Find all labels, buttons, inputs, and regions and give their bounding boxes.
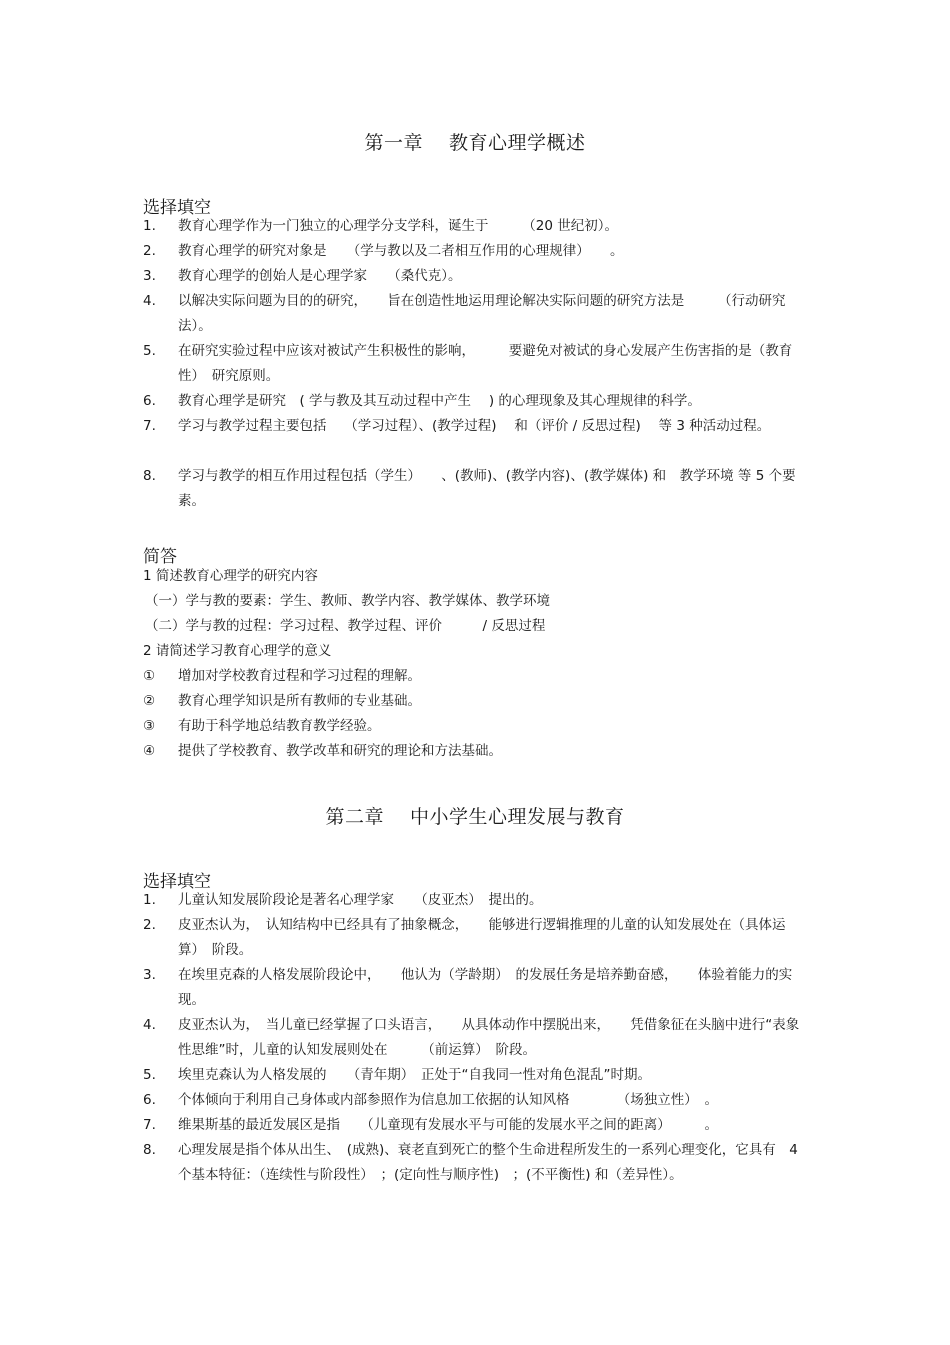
short-question-1: 1 简述教育心理学的研究内容 (143, 568, 318, 584)
item-number: 1. (143, 892, 156, 908)
short-question-2: 2 请简述学习教育心理学的意义 (143, 643, 332, 659)
chapter-1-short-heading: 简答 (143, 547, 177, 567)
short-answer-2-item-2 (143, 689, 803, 714)
item-text: 在研究实验过程中应该对被试产生积极性的影响， 要避免对被试的身心发展产生伤害指的是（教育性） 研究原则。 (178, 343, 793, 384)
item-number: 5. (143, 1067, 156, 1083)
ch1-fill-item-7 (143, 414, 803, 439)
item-number: 2. (143, 917, 156, 933)
short-answer-2-item-4 (143, 739, 803, 764)
item-number: 3. (143, 268, 156, 284)
ch2-fill-item-5 (143, 1063, 803, 1088)
chapter-1-title: 第一章 教育心理学概述 (364, 132, 586, 154)
ch1-fill-item-4 (143, 289, 803, 339)
item-number: ② (143, 693, 156, 709)
item-number: 8. (143, 1142, 156, 1158)
item-text: 提供了学校教育、教学改革和研究的理论和方法基础。 (178, 743, 502, 759)
item-text: 儿童认知发展阶段论是著名心理学家 （皮亚杰） 提出的。 (178, 892, 543, 908)
item-text: 埃里克森认为人格发展的 （青年期） 正处于“自我同一性对角色混乱”时期。 (178, 1067, 651, 1083)
item-number: ④ (143, 743, 156, 759)
ch2-fill-item-4 (143, 1013, 803, 1063)
item-number: 1. (143, 218, 156, 234)
item-number: ③ (143, 718, 156, 734)
item-text: 皮亚杰认为， 认知结构中已经具有了抽象概念， 能够进行逻辑推理的儿童的认知发展处在（具体运算） 阶段。 (178, 917, 786, 958)
ch2-fill-item-3 (143, 963, 803, 1013)
item-number: 5. (143, 343, 156, 359)
item-text: 有助于科学地总结教育教学经验。 (178, 718, 381, 734)
ch2-fill-item-2 (143, 913, 803, 963)
item-number: ① (143, 668, 156, 684)
item-number: 7. (143, 418, 156, 434)
item-text: 心理发展是指个体从出生、 (成熟)、衰老直到死亡的整个生命进程所发生的一系列心理变化，它具有 4 个基本特征：（连续性与阶段性） ；(定向性与顺序性) ；(不平衡性) 和（差异性）。 (178, 1142, 803, 1183)
item-text: 皮亚杰认为， 当儿童已经掌握了口头语言， 从具体动作中摆脱出来， 凭借象征在头脑中进行“表象性思维”时，儿童的认知发展则处在 （前运算） 阶段。 (178, 1017, 800, 1058)
item-text: 教育心理学作为一门独立的心理学分支学科，诞生于 （20 世纪初）。 (178, 218, 618, 234)
item-number: 6. (143, 393, 156, 409)
ch1-fill-item-8 (143, 464, 803, 514)
chapter-2-title: 第二章 中小学生心理发展与教育 (325, 806, 625, 828)
item-text: 以解决实际问题为目的的研究， 旨在创造性地运用理论解决实际问题的研究方法是 （行动研究法）。 (178, 293, 786, 334)
ch1-fill-item-6 (143, 389, 803, 414)
ch2-fill-item-7 (143, 1113, 803, 1138)
item-text: 教育心理学的创始人是心理学家 （桑代克）。 (178, 268, 462, 284)
item-text: 学习与教学的相互作用过程包括（学生） 、(教师)、(教学内容)、(教学媒体) 和 教学环境 等 5 个要素。 (178, 468, 796, 509)
item-text: 在埃里克森的人格发展阶段论中， 他认为（学龄期） 的发展任务是培养勤奋感， 体验着能力的实现。 (178, 967, 793, 1008)
item-number: 4. (143, 293, 156, 309)
ch1-fill-item-3 (143, 264, 803, 289)
item-number: 3. (143, 967, 156, 983)
item-number: 2. (143, 243, 156, 259)
item-text: 增加对学校教育过程和学习过程的理解。 (178, 668, 421, 684)
item-number: 8. (143, 468, 156, 484)
short-answer-2-item-3 (143, 714, 803, 739)
ch1-fill-item-1 (143, 214, 803, 239)
short-answer-2-item-1 (143, 664, 803, 689)
item-text: 个体倾向于利用自己身体或内部参照作为信息加工依据的认知风格 （场独立性） 。 (178, 1092, 718, 1108)
item-text: 维果斯基的最近发展区是指 （儿童现有发展水平与可能的发展水平之间的距离） 。 (178, 1117, 718, 1133)
item-text: 学习与教学过程主要包括 （学习过程）、(教学过程) 和（评价 / 反思过程) 等 3 种活动过程。 (178, 418, 771, 434)
ch2-fill-item-8 (143, 1138, 803, 1188)
item-number: 7. (143, 1117, 156, 1133)
ch1-fill-item-2 (143, 239, 803, 264)
ch2-fill-item-6 (143, 1088, 803, 1113)
short-answer-1-part-1: （一）学与教的要素：学生、教师、教学内容、教学媒体、教学环境 (145, 593, 550, 609)
item-text: 教育心理学是研究 ( 学与教及其互动过程中产生 ) 的心理现象及其心理规律的科学。 (178, 393, 701, 409)
item-text: 教育心理学的研究对象是 （学与教以及二者相互作用的心理规律） 。 (178, 243, 624, 259)
short-answer-1-part-2: （二）学与教的过程：学习过程、教学过程、评价 / 反思过程 (145, 618, 546, 634)
ch2-fill-item-1 (143, 888, 803, 913)
item-text: 教育心理学知识是所有教师的专业基础。 (178, 693, 421, 709)
chapter-2-fill-heading: 选择填空 (143, 872, 211, 892)
item-number: 4. (143, 1017, 156, 1033)
chapter-1-fill-heading: 选择填空 (143, 198, 211, 218)
item-number: 6. (143, 1092, 156, 1108)
ch1-fill-item-5 (143, 339, 803, 389)
